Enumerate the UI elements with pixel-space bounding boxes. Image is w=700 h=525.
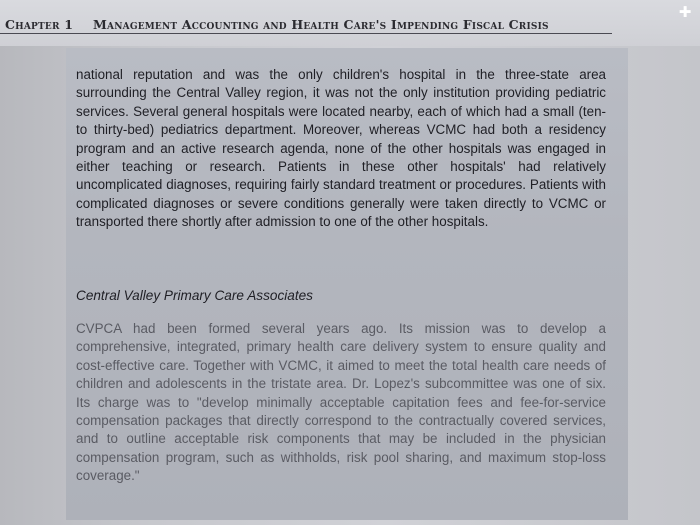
body-paragraph-2: CVPCA had been formed several years ago. Its mission was to develop a comprehensive, integrated, primary health care delivery system to ensure quality and cost-effective care. Together with VCMC, it aimed to meet the total health care needs of children and adolescents in the tristate area. Dr. Lopez's subcommittee was one of six. Its charge was to "develop minimally acceptable capitation fees and fee-for-service compensation packages that directly correspond to the contractually covered services, and to outline acceptable risk components that may be included in the physician compensation program, such as withholds, risk pool sharing, and maximum stop-loss coverage."	[76, 321, 606, 484]
body-paragraph-1: national reputation and was the only children's hospital in the three-state area surrounding the Central Valley region, it was not the only institution providing pediatric services. Several general hospitals were located nearby, each of which had a small (ten- to thirty-bed) pediatrics department. Moreover, whereas VCMC had both a residency program and an active research agenda, none of the other hospitals was engaged in either teaching or research. Patients in these other hospitals' had relatively uncomplicated diagnoses, requiring fairly standard treatment or procedures. Patients with complicated diagnoses or severe conditions generally were taken directly to VCMC or transported there shortly after admission to one of the other hospitals.	[76, 67, 606, 230]
book-page	[66, 48, 628, 520]
header-rule	[0, 33, 612, 34]
section-heading: Central Valley Primary Care Associates	[76, 288, 313, 303]
running-title: Management Accounting and Health Care's Impending Fiscal Crisis	[93, 17, 549, 32]
plus-icon[interactable]: ✚	[678, 3, 692, 21]
running-header	[0, 10, 630, 32]
chapter-label: Chapter 1	[5, 17, 74, 32]
